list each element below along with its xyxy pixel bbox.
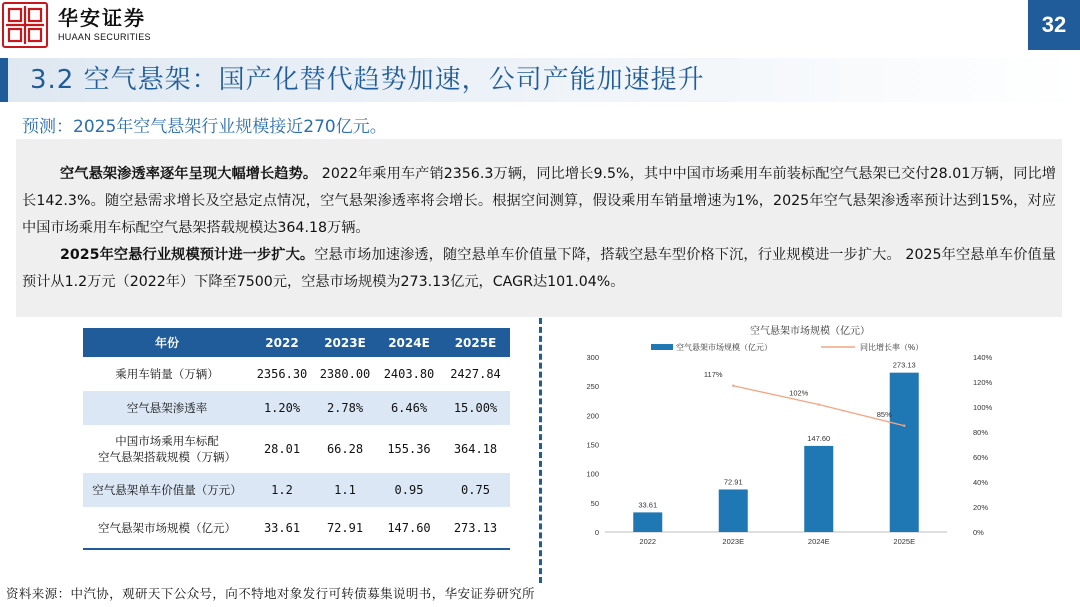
table-row	[83, 507, 510, 549]
table-cell: 33.61	[251, 507, 313, 549]
growth-point	[818, 403, 820, 405]
logo-mark	[2, 2, 48, 48]
table-header: 2022	[251, 328, 313, 357]
forecast-table	[83, 328, 510, 550]
legend-label-bar: 空气悬架市场规模（亿元）	[676, 343, 772, 352]
logo-name-en: HUAAN SECURITIES	[58, 32, 151, 42]
page-number: 32	[1028, 0, 1080, 50]
table-cell: 2427.84	[450, 367, 501, 381]
row-label: 乘用车销量（万辆）	[115, 367, 219, 381]
growth-value-label: 117%	[703, 369, 723, 379]
table-cell: 72.91	[313, 507, 377, 549]
market-size-chart	[575, 318, 1045, 550]
table-row	[83, 391, 510, 425]
x-tick-label: 2025E	[893, 537, 916, 546]
y-right-tick-label: 20%	[973, 503, 989, 512]
table-row	[83, 425, 510, 473]
y-left-tick-label: 250	[586, 382, 599, 392]
row-label: 空气悬架单车价值量（万元）	[83, 473, 251, 507]
y-left-tick-label: 0	[594, 528, 599, 537]
y-left-tick-label: 200	[586, 411, 599, 421]
bar	[633, 512, 662, 532]
slide-subtitle: 预测：2025年空气悬架行业规模接近270亿元。	[22, 117, 387, 137]
table-header: 2023E	[313, 328, 377, 357]
y-right-tick-label: 60%	[973, 453, 989, 462]
bar-value-label: 273.13	[892, 360, 916, 370]
legend-swatch-bar	[651, 344, 673, 350]
table-cell: 28.01	[263, 442, 301, 456]
growth-line	[733, 386, 904, 426]
y-right-tick-label: 80%	[973, 428, 989, 437]
x-tick-label: 2023E	[722, 537, 745, 546]
table-cell: 1.2	[251, 473, 313, 507]
paragraph-2-lead: 2025年空悬行业规模预计进一步扩大。	[60, 247, 315, 263]
table-cell: 0.75	[441, 473, 510, 507]
table-row	[83, 473, 510, 507]
bar-value-label: 147.60	[807, 433, 831, 443]
y-right-tick-label: 100%	[973, 403, 993, 412]
source-footnote: 资料来源：中汽协，观研天下公众号，向不特地对象发行可转债募集说明书，华安证券研究所	[6, 586, 535, 601]
description-paragraph-1	[22, 161, 1056, 242]
table-cell: 6.46%	[377, 391, 441, 425]
row-label: 空气悬架渗透率	[83, 391, 251, 425]
y-left-tick-label: 150	[586, 440, 599, 450]
growth-value-label: 85%	[876, 409, 892, 419]
chart-bars	[633, 361, 919, 532]
x-tick-label: 2022	[639, 537, 657, 546]
x-tick-label: 2024E	[807, 537, 830, 546]
table-cell: 273.13	[441, 507, 510, 549]
y-left-tick-label: 50	[590, 498, 599, 508]
company-logo	[58, 6, 151, 42]
slide-title: 3.2 空气悬架：国产化替代趋势加速，公司产能加速提升	[30, 65, 705, 95]
y-right-tick-label: 0%	[973, 528, 984, 537]
chart-title: 空气悬架市场规模（亿元）	[750, 326, 870, 337]
row-label: 空气悬架市场规模（亿元）	[83, 507, 251, 549]
table-header: 2025E	[441, 328, 510, 357]
section-divider	[539, 318, 542, 583]
description-paragraph-2	[22, 242, 1056, 296]
bar-value-label: 72.91	[723, 477, 743, 487]
paragraph-1-lead: 空气悬架渗透率逐年呈现大幅增长趋势。	[60, 166, 318, 182]
table-header: 年份	[83, 328, 251, 357]
row-label	[83, 425, 251, 473]
y-right-tick-label: 140%	[973, 353, 993, 362]
table-row	[83, 357, 510, 391]
paragraph-2-body: 空悬市场加速渗透，随空悬单车价值量下降，搭载空悬车型价格下沉，行业规模进一步扩大。 2025年空悬单车价值量预计从1.2万元（2022年）下降至7500元，空悬市场规模为273.13亿元，CAGR达101.04%。	[22, 247, 1056, 290]
table-cell: 1.1	[313, 473, 377, 507]
y-left-tick-label: 300	[586, 353, 599, 362]
legend-label-line: 同比增长率（%）	[860, 343, 924, 352]
y-right-tick-label: 40%	[973, 478, 989, 487]
logo-seal-icon	[4, 4, 46, 46]
table-cell: 2403.80	[383, 367, 435, 381]
table-cell: 2.78%	[313, 391, 377, 425]
table-cell: 2380.00	[319, 367, 371, 381]
paragraph-1-body: 2022年乘用车产销2356.3万辆，同比增长9.5%，其中中国市场乘用车前装标配空气悬架已交付28.01万辆，同比增长142.3%。随空悬需求增长及空悬定点情况，空气悬架渗透率将会增长。根据空间测算，假设乘用车销量增速为1%，2025年空气悬架渗透率预计达到15%，对应中国市场乘用车标配空气悬架搭载规模达364.18万辆。	[22, 166, 1056, 236]
chart-line	[704, 370, 906, 427]
table-cell: 15.00%	[441, 391, 510, 425]
y-right-tick-label: 120%	[973, 378, 993, 387]
bar-value-label: 33.61	[638, 500, 658, 510]
bar	[890, 373, 919, 532]
y-left-tick-label: 100	[586, 469, 599, 479]
bar	[804, 446, 833, 532]
table-cell: 1.20%	[251, 391, 313, 425]
logo-name-cn: 华安证券	[58, 6, 146, 30]
table-header-row	[83, 328, 510, 357]
table-cell: 66.28	[326, 442, 364, 456]
row-label-line-1: 中国市场乘用车标配	[115, 434, 219, 448]
title-accent	[0, 58, 8, 102]
description-box	[16, 139, 1062, 317]
table-cell: 147.60	[377, 507, 441, 549]
table-cell: 2356.30	[256, 367, 308, 381]
table-header: 2024E	[377, 328, 441, 357]
row-label-line-2: 空气悬架搭载规模（万辆）	[98, 450, 236, 464]
table-cell: 364.18	[453, 442, 498, 456]
title-bar	[0, 58, 1080, 102]
table-cell: 0.95	[377, 473, 441, 507]
table-cell: 155.36	[387, 442, 431, 456]
growth-value-label: 102%	[789, 388, 809, 398]
growth-point	[732, 385, 734, 387]
growth-point	[903, 425, 905, 427]
bar	[719, 489, 748, 532]
chart-legend	[651, 342, 923, 352]
